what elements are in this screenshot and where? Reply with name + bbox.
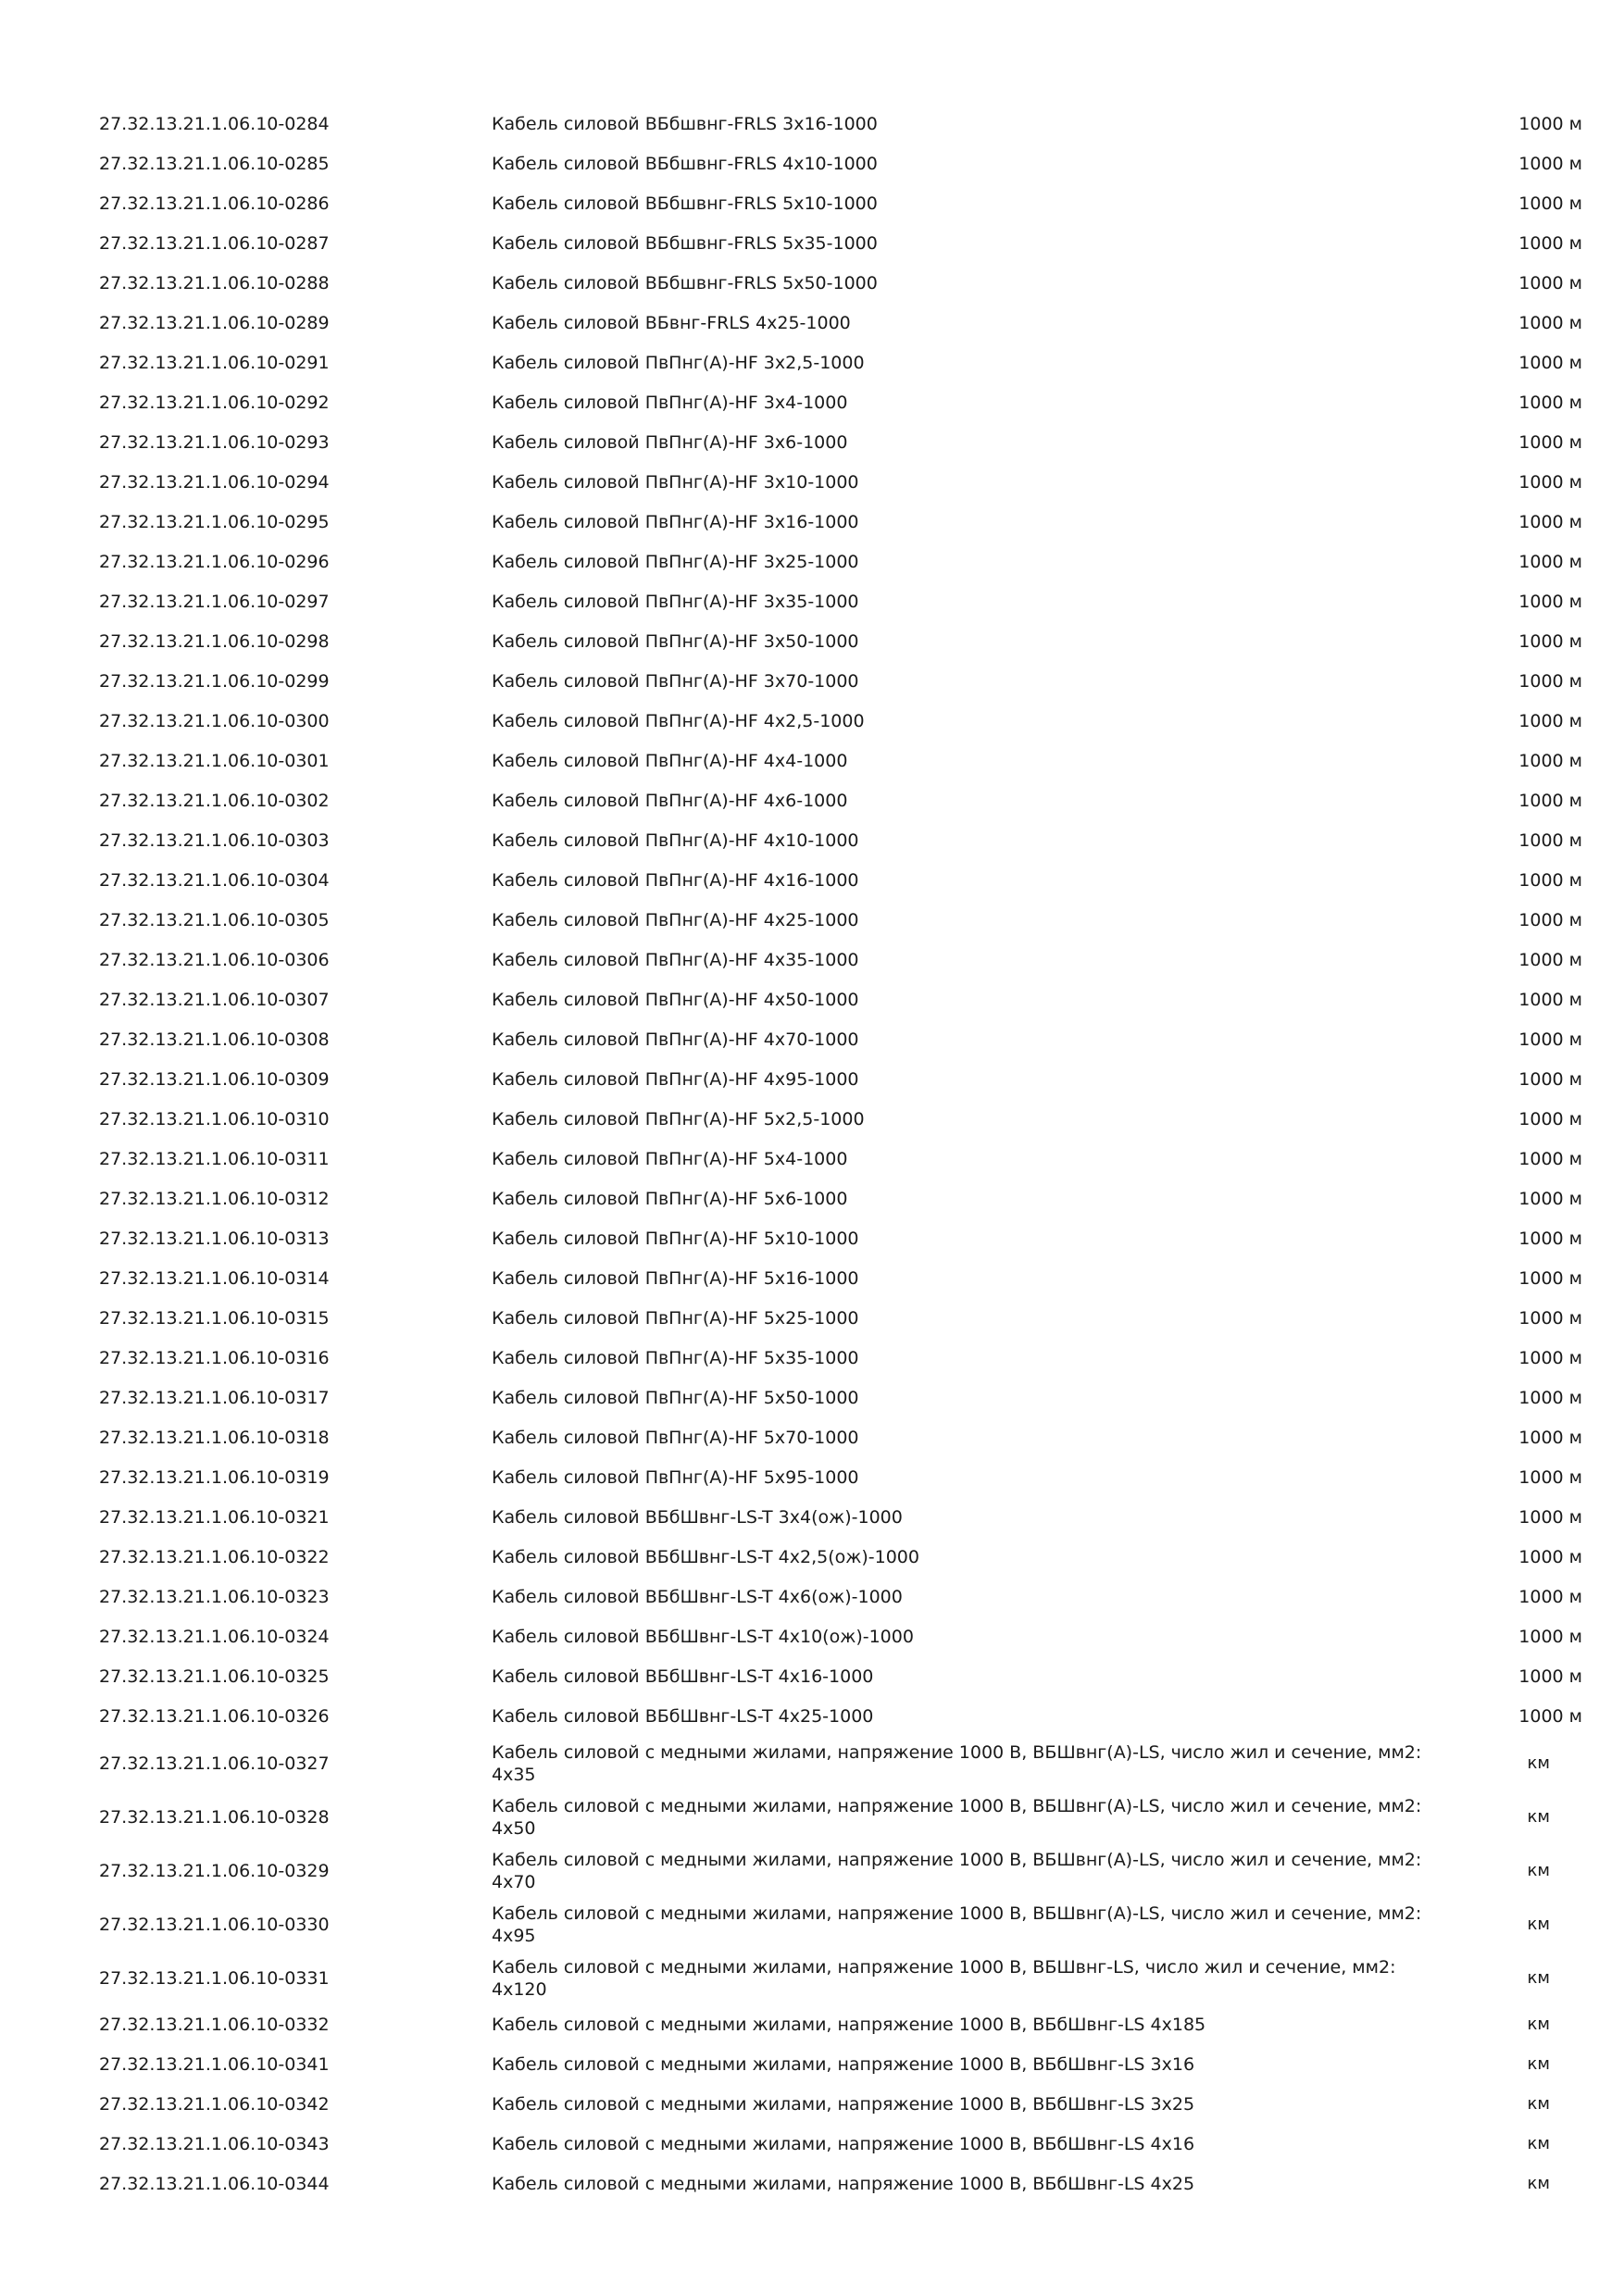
- item-name: Кабель силовой ПвПнг(А)-HF 5х95-1000: [492, 1467, 859, 1488]
- table-row: [0, 781, 1624, 821]
- table-row: [0, 144, 1624, 184]
- table-row: [0, 1379, 1624, 1418]
- item-name: Кабель силовой ПвПнг(А)-HF 5х10-1000: [492, 1229, 859, 1249]
- item-code: 27.32.13.21.1.06.10-0294: [99, 472, 330, 493]
- item-code: 27.32.13.21.1.06.10-0312: [99, 1189, 330, 1209]
- table-row: [0, 1952, 1624, 2005]
- item-name: Кабель силовой ПвПнг(А)-HF 4х16-1000: [492, 870, 859, 891]
- item-unit: 1000 м: [1518, 233, 1582, 254]
- item-code: 27.32.13.21.1.06.10-0301: [99, 751, 330, 771]
- item-unit: 1000 м: [1518, 1149, 1582, 1169]
- item-code: 27.32.13.21.1.06.10-0289: [99, 313, 330, 333]
- item-code: 27.32.13.21.1.06.10-0331: [99, 1968, 330, 1989]
- item-code: 27.32.13.21.1.06.10-0321: [99, 1507, 330, 1528]
- item-name: Кабель силовой ПвПнг(А)-HF 5х16-1000: [492, 1268, 859, 1289]
- item-unit: км: [1527, 1968, 1550, 1988]
- item-unit: 1000 м: [1518, 353, 1582, 373]
- item-unit: км: [1527, 2094, 1550, 2114]
- item-unit: км: [1527, 2174, 1550, 2193]
- table-row: [0, 1219, 1624, 1259]
- table-row: [0, 1100, 1624, 1140]
- table-row: [0, 1898, 1624, 1952]
- item-name: Кабель силовой ПвПнг(А)-HF 3х10-1000: [492, 472, 859, 493]
- item-code: 27.32.13.21.1.06.10-0307: [99, 990, 330, 1010]
- item-unit: км: [1527, 1861, 1550, 1880]
- item-code: 27.32.13.21.1.06.10-0308: [99, 1029, 330, 1050]
- table-row: [0, 622, 1624, 662]
- item-name: Кабель силовой ВБбшвнг-FRLS 5х50-1000: [492, 273, 878, 293]
- item-name: Кабель силовой ПвПнг(А)-HF 3х25-1000: [492, 552, 859, 572]
- item-name: Кабель силовой ПвПнг(А)-HF 4х25-1000: [492, 910, 859, 930]
- item-unit: 1000 м: [1518, 154, 1582, 174]
- table-row: [0, 1060, 1624, 1100]
- item-name: Кабель силовой ПвПнг(А)-HF 3х6-1000: [492, 432, 848, 453]
- item-code: 27.32.13.21.1.06.10-0325: [99, 1666, 330, 1687]
- table-row: [0, 1020, 1624, 1060]
- table-row: [0, 184, 1624, 224]
- table-row: [0, 1418, 1624, 1458]
- item-unit: 1000 м: [1518, 1109, 1582, 1129]
- item-unit: 1000 м: [1518, 751, 1582, 771]
- item-code: 27.32.13.21.1.06.10-0288: [99, 273, 330, 293]
- item-unit: 1000 м: [1518, 990, 1582, 1010]
- item-code: 27.32.13.21.1.06.10-0322: [99, 1547, 330, 1567]
- item-code: 27.32.13.21.1.06.10-0304: [99, 870, 330, 891]
- table-row: [0, 1259, 1624, 1299]
- item-name: Кабель силовой ПвПнг(А)-HF 5х70-1000: [492, 1428, 859, 1448]
- table-row: [0, 2165, 1624, 2204]
- item-name: Кабель силовой ПвПнг(А)-HF 3х50-1000: [492, 631, 859, 652]
- item-unit: 1000 м: [1518, 1348, 1582, 1368]
- item-code: 27.32.13.21.1.06.10-0342: [99, 2094, 330, 2115]
- table-row: [0, 1844, 1624, 1898]
- table-row: [0, 941, 1624, 980]
- item-code: 27.32.13.21.1.06.10-0328: [99, 1807, 330, 1828]
- item-unit: 1000 м: [1518, 870, 1582, 891]
- table-row: [0, 1578, 1624, 1617]
- item-name: Кабель силовой ПвПнг(А)-HF 4х50-1000: [492, 990, 859, 1010]
- item-code: 27.32.13.21.1.06.10-0298: [99, 631, 330, 652]
- item-code: 27.32.13.21.1.06.10-0302: [99, 791, 330, 811]
- item-unit: 1000 м: [1518, 1388, 1582, 1408]
- table-row: [0, 2125, 1624, 2165]
- item-name: Кабель силовой с медными жилами, напряжение 1000 В, ВБбШвнг-LS 4х25: [492, 2174, 1195, 2194]
- table-row: [0, 1657, 1624, 1697]
- item-code: 27.32.13.21.1.06.10-0300: [99, 711, 330, 731]
- table-row: [0, 1299, 1624, 1339]
- item-name: Кабель силовой с медными жилами, напряжение 1000 В, ВБбШвнг-LS 4х185: [492, 2015, 1206, 2035]
- item-name: Кабель силовой ПвПнг(А)-HF 4х6-1000: [492, 791, 848, 811]
- item-code: 27.32.13.21.1.06.10-0326: [99, 1706, 330, 1727]
- table-row: [0, 343, 1624, 383]
- table-row: [0, 742, 1624, 781]
- item-unit: 1000 м: [1518, 1069, 1582, 1090]
- table-row: [0, 383, 1624, 423]
- item-unit: 1000 м: [1518, 393, 1582, 413]
- item-unit: 1000 м: [1518, 592, 1582, 612]
- item-unit: 1000 м: [1518, 472, 1582, 493]
- item-name: Кабель силовой ПвПнг(А)-HF 3х70-1000: [492, 671, 859, 692]
- item-name: Кабель силовой с медными жилами, напряжение 1000 В, ВБШвнг(А)-LS, число жил и сечение, мм2: 4х70: [492, 1850, 1422, 1892]
- item-name: Кабель силовой ПвПнг(А)-HF 5х50-1000: [492, 1388, 859, 1408]
- table-row: [0, 1140, 1624, 1179]
- item-unit: 1000 м: [1518, 1268, 1582, 1289]
- table-row: [0, 1697, 1624, 1737]
- item-code: 27.32.13.21.1.06.10-0318: [99, 1428, 330, 1448]
- item-code: 27.32.13.21.1.06.10-0314: [99, 1268, 330, 1289]
- item-unit: 1000 м: [1518, 910, 1582, 930]
- item-name: Кабель силовой ВБбшвнг-FRLS 3х16-1000: [492, 114, 878, 134]
- item-unit: км: [1527, 2134, 1550, 2153]
- item-name: Кабель силовой ПвПнг(А)-HF 4х70-1000: [492, 1029, 859, 1050]
- item-name: Кабель силовой ПвПнг(А)-HF 3х4-1000: [492, 393, 848, 413]
- item-unit: км: [1527, 2015, 1550, 2034]
- table-row: [0, 980, 1624, 1020]
- item-name: Кабель силовой с медными жилами, напряжение 1000 В, ВБбШвнг-LS 4х16: [492, 2134, 1195, 2154]
- item-unit: 1000 м: [1518, 1587, 1582, 1607]
- table-row: [0, 105, 1624, 144]
- item-code: 27.32.13.21.1.06.10-0297: [99, 592, 330, 612]
- item-unit: км: [1527, 1753, 1550, 1773]
- table-row: [0, 463, 1624, 503]
- item-unit: км: [1527, 1915, 1550, 1934]
- item-unit: 1000 м: [1518, 1428, 1582, 1448]
- item-name: Кабель силовой ПвПнг(А)-HF 5х6-1000: [492, 1189, 848, 1209]
- item-code: 27.32.13.21.1.06.10-0313: [99, 1229, 330, 1249]
- item-unit: 1000 м: [1518, 791, 1582, 811]
- item-name: Кабель силовой ВБбШвнг-LS-T 4х10(ож)-1000: [492, 1627, 914, 1647]
- table-row: [0, 1538, 1624, 1578]
- item-code: 27.32.13.21.1.06.10-0295: [99, 512, 330, 532]
- table-row: [0, 662, 1624, 702]
- item-name: Кабель силовой ПвПнг(А)-HF 5х35-1000: [492, 1348, 859, 1368]
- item-unit: 1000 м: [1518, 1666, 1582, 1687]
- item-unit: 1000 м: [1518, 1029, 1582, 1050]
- item-code: 27.32.13.21.1.06.10-0291: [99, 353, 330, 373]
- item-name: Кабель силовой ПвПнг(А)-HF 4х10-1000: [492, 830, 859, 851]
- table-row: [0, 861, 1624, 901]
- item-name: Кабель силовой ПвПнг(А)-HF 4х95-1000: [492, 1069, 859, 1090]
- item-code: 27.32.13.21.1.06.10-0309: [99, 1069, 330, 1090]
- item-name: Кабель силовой ВБбШвнг-LS-T 4х2,5(ож)-1000: [492, 1547, 919, 1567]
- item-code: 27.32.13.21.1.06.10-0315: [99, 1308, 330, 1329]
- item-name: Кабель силовой ПвПнг(А)-HF 4х35-1000: [492, 950, 859, 970]
- item-unit: 1000 м: [1518, 1189, 1582, 1209]
- item-name: Кабель силовой ВБвнг-FRLS 4х25-1000: [492, 313, 851, 333]
- item-unit: 1000 м: [1518, 1507, 1582, 1528]
- item-unit: 1000 м: [1518, 671, 1582, 692]
- item-code: 27.32.13.21.1.06.10-0286: [99, 193, 330, 214]
- table-row: [0, 1737, 1624, 1791]
- table-row: [0, 543, 1624, 582]
- table-row: [0, 1458, 1624, 1498]
- table-row: [0, 2045, 1624, 2085]
- table-row: [0, 224, 1624, 264]
- item-name: Кабель силовой ПвПнг(А)-HF 3х35-1000: [492, 592, 859, 612]
- table-row: [0, 503, 1624, 543]
- item-unit: 1000 м: [1518, 711, 1582, 731]
- item-unit: км: [1527, 2054, 1550, 2074]
- item-unit: 1000 м: [1518, 1627, 1582, 1647]
- item-code: 27.32.13.21.1.06.10-0293: [99, 432, 330, 453]
- item-code: 27.32.13.21.1.06.10-0299: [99, 671, 330, 692]
- item-name: Кабель силовой ВБбШвнг-LS-T 4х25-1000: [492, 1706, 874, 1727]
- item-code: 27.32.13.21.1.06.10-0311: [99, 1149, 330, 1169]
- table-row: [0, 1179, 1624, 1219]
- item-name: Кабель силовой ПвПнг(А)-HF 4х4-1000: [492, 751, 848, 771]
- item-unit: 1000 м: [1518, 1467, 1582, 1488]
- item-unit: 1000 м: [1518, 273, 1582, 293]
- item-name: Кабель силовой ВБбшвнг-FRLS 5х35-1000: [492, 233, 878, 254]
- item-name: Кабель силовой ВБбШвнг-LS-T 3х4(ож)-1000: [492, 1507, 903, 1528]
- item-code: 27.32.13.21.1.06.10-0310: [99, 1109, 330, 1129]
- item-name: Кабель силовой ПвПнг(А)-HF 5х2,5-1000: [492, 1109, 865, 1129]
- item-name: Кабель силовой с медными жилами, напряжение 1000 В, ВБШвнг(А)-LS, число жил и сечение, мм2: 4х50: [492, 1796, 1422, 1839]
- table-row: [0, 264, 1624, 304]
- item-code: 27.32.13.21.1.06.10-0296: [99, 552, 330, 572]
- item-code: 27.32.13.21.1.06.10-0292: [99, 393, 330, 413]
- item-unit: 1000 м: [1518, 313, 1582, 333]
- item-code: 27.32.13.21.1.06.10-0306: [99, 950, 330, 970]
- item-name: Кабель силовой ВБбшвнг-FRLS 5х10-1000: [492, 193, 878, 214]
- table-row: [0, 582, 1624, 622]
- table-row: [0, 901, 1624, 941]
- item-code: 27.32.13.21.1.06.10-0344: [99, 2174, 330, 2194]
- item-unit: 1000 м: [1518, 1308, 1582, 1329]
- item-name: Кабель силовой ПвПнг(А)-HF 5х25-1000: [492, 1308, 859, 1329]
- item-code: 27.32.13.21.1.06.10-0287: [99, 233, 330, 254]
- item-code: 27.32.13.21.1.06.10-0305: [99, 910, 330, 930]
- item-code: 27.32.13.21.1.06.10-0317: [99, 1388, 330, 1408]
- item-unit: 1000 м: [1518, 1229, 1582, 1249]
- item-name: Кабель силовой ПвПнг(А)-HF 5х4-1000: [492, 1149, 848, 1169]
- table-row: [0, 1339, 1624, 1379]
- item-unit: 1000 м: [1518, 1706, 1582, 1727]
- item-unit: 1000 м: [1518, 950, 1582, 970]
- item-unit: 1000 м: [1518, 830, 1582, 851]
- item-code: 27.32.13.21.1.06.10-0330: [99, 1915, 330, 1935]
- item-name: Кабель силовой ПвПнг(А)-HF 4х2,5-1000: [492, 711, 865, 731]
- item-unit: 1000 м: [1518, 1547, 1582, 1567]
- item-unit: 1000 м: [1518, 631, 1582, 652]
- table-row: [0, 1498, 1624, 1538]
- item-unit: км: [1527, 1807, 1550, 1827]
- item-name: Кабель силовой ВБбШвнг-LS-T 4х6(ож)-1000: [492, 1587, 903, 1607]
- table-row: [0, 304, 1624, 343]
- table-row: [0, 1791, 1624, 1844]
- item-code: 27.32.13.21.1.06.10-0323: [99, 1587, 330, 1607]
- item-code: 27.32.13.21.1.06.10-0327: [99, 1753, 330, 1774]
- item-code: 27.32.13.21.1.06.10-0284: [99, 114, 330, 134]
- item-unit: 1000 м: [1518, 114, 1582, 134]
- item-name: Кабель силовой ВБбШвнг-LS-T 4х16-1000: [492, 1666, 874, 1687]
- item-code: 27.32.13.21.1.06.10-0332: [99, 2015, 330, 2035]
- item-code: 27.32.13.21.1.06.10-0319: [99, 1467, 330, 1488]
- table-row: [0, 1617, 1624, 1657]
- item-code: 27.32.13.21.1.06.10-0343: [99, 2134, 330, 2154]
- item-name: Кабель силовой с медными жилами, напряжение 1000 В, ВБШвнг(А)-LS, число жил и сечение, мм2: 4х95: [492, 1903, 1422, 1946]
- item-name: Кабель силовой с медными жилами, напряжение 1000 В, ВБбШвнг-LS 3х25: [492, 2094, 1195, 2115]
- item-name: Кабель силовой с медными жилами, напряжение 1000 В, ВБШвнг-LS, число жил и сечение, мм2: 4х120: [492, 1957, 1396, 2000]
- item-unit: 1000 м: [1518, 432, 1582, 453]
- item-name: Кабель силовой с медными жилами, напряжение 1000 В, ВБШвнг(А)-LS, число жил и сечение, мм2: 4х35: [492, 1742, 1422, 1785]
- item-code: 27.32.13.21.1.06.10-0285: [99, 154, 330, 174]
- item-name: Кабель силовой ПвПнг(А)-HF 3х16-1000: [492, 512, 859, 532]
- item-name: Кабель силовой ПвПнг(А)-HF 3х2,5-1000: [492, 353, 865, 373]
- item-code: 27.32.13.21.1.06.10-0341: [99, 2054, 330, 2075]
- item-name: Кабель силовой с медными жилами, напряжение 1000 В, ВБбШвнг-LS 3х16: [492, 2054, 1195, 2075]
- item-code: 27.32.13.21.1.06.10-0316: [99, 1348, 330, 1368]
- item-unit: 1000 м: [1518, 193, 1582, 214]
- item-code: 27.32.13.21.1.06.10-0303: [99, 830, 330, 851]
- item-code: 27.32.13.21.1.06.10-0329: [99, 1861, 330, 1881]
- table-row: [0, 821, 1624, 861]
- table-row: [0, 423, 1624, 463]
- item-unit: 1000 м: [1518, 552, 1582, 572]
- table-row: [0, 702, 1624, 742]
- table-row: [0, 2005, 1624, 2045]
- item-code: 27.32.13.21.1.06.10-0324: [99, 1627, 330, 1647]
- price-table: [0, 105, 1624, 2204]
- table-row: [0, 2085, 1624, 2125]
- item-unit: 1000 м: [1518, 512, 1582, 532]
- item-name: Кабель силовой ВБбшвнг-FRLS 4х10-1000: [492, 154, 878, 174]
